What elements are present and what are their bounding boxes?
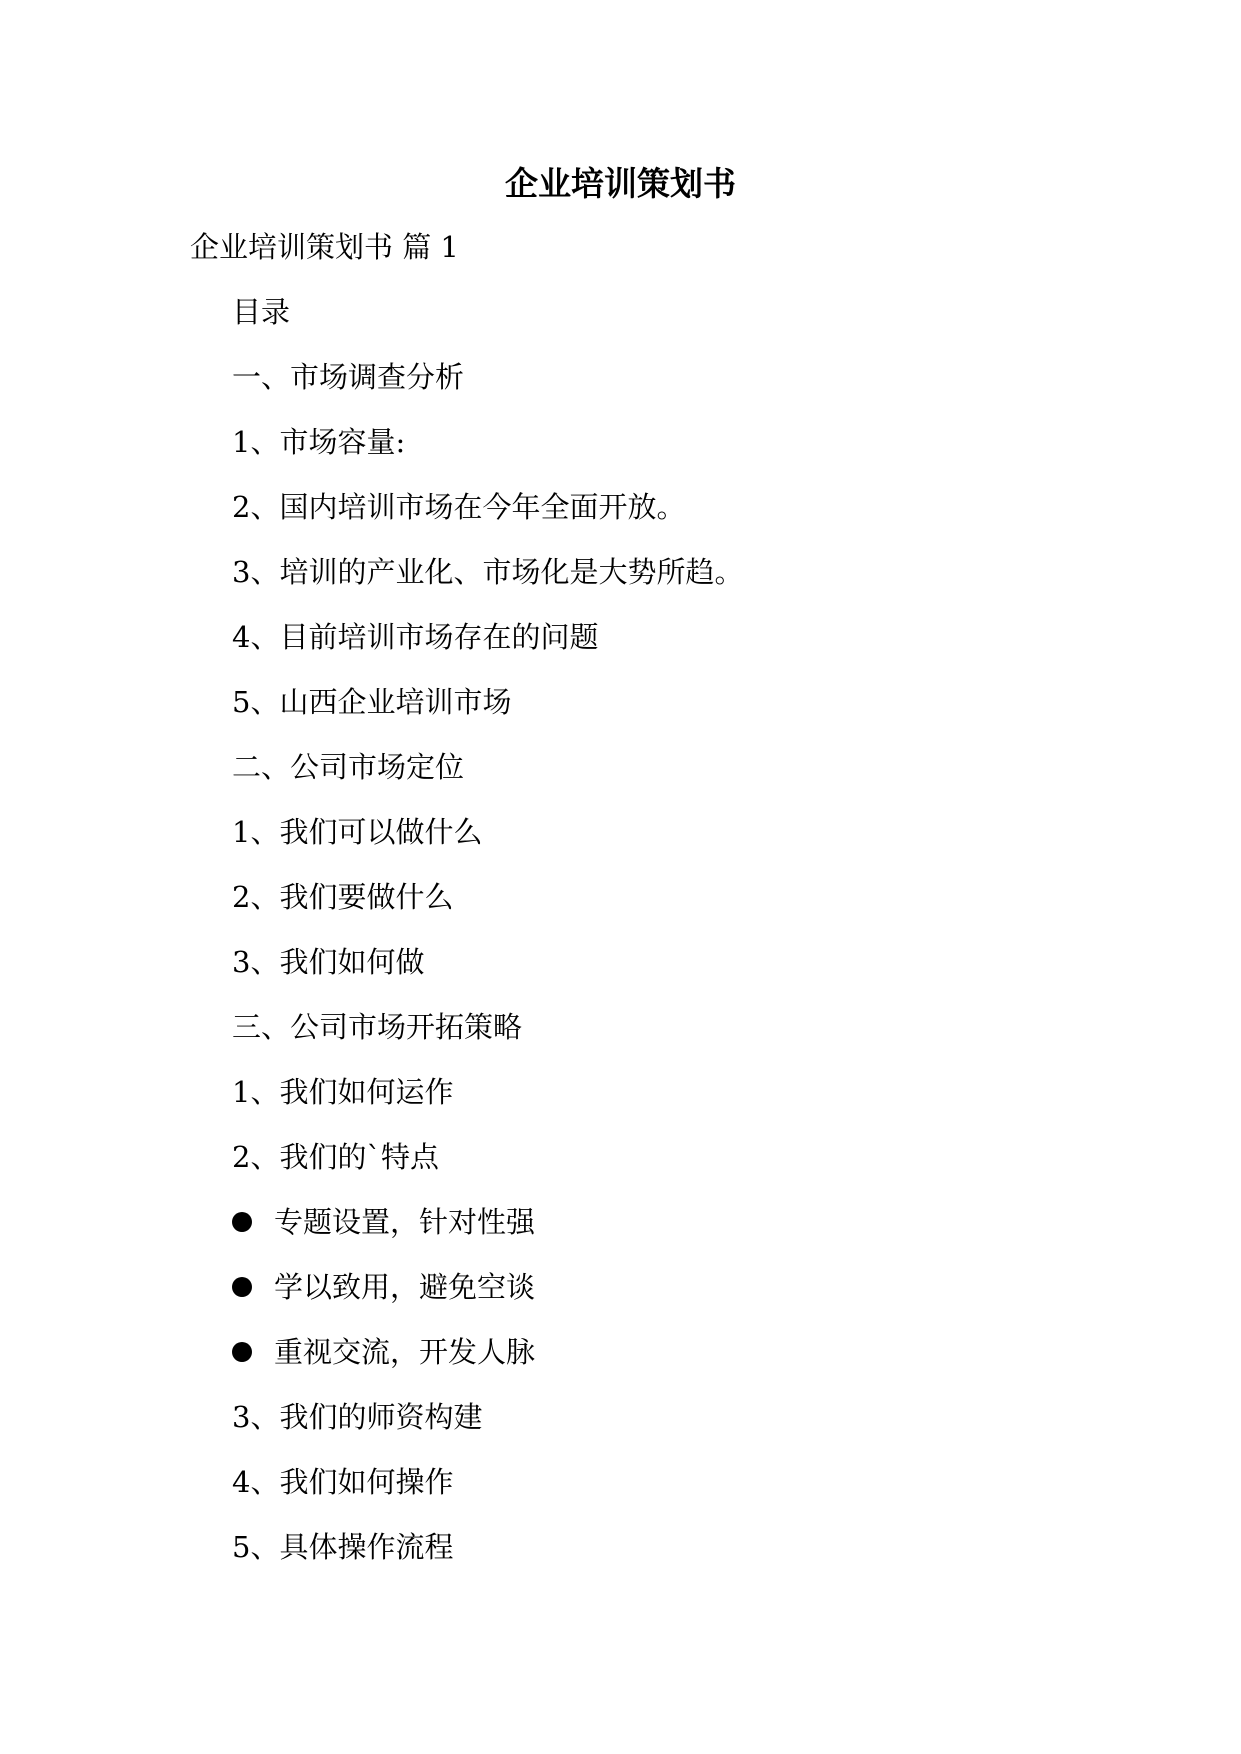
toc-item	[232, 1527, 743, 1592]
toc-item-text: 1、市场容量:	[232, 425, 406, 459]
toc-item	[232, 747, 743, 812]
toc-bullet-item	[232, 1202, 743, 1267]
toc-item-text: 2、我们要做什么	[232, 880, 454, 914]
toc-item	[232, 812, 743, 877]
toc-item-text: 3、我们的师资构建	[232, 1400, 483, 1434]
toc-item-text: 5、山西企业培训市场	[232, 685, 512, 719]
toc-item-text: 2、国内培训市场在今年全面开放。	[232, 490, 686, 524]
toc-item	[232, 552, 743, 617]
toc-item	[232, 942, 743, 1007]
toc-item-text: 学以致用，避免空谈	[274, 1270, 536, 1304]
toc-heading	[232, 292, 743, 357]
toc-item	[232, 1397, 743, 1462]
toc-item-text: 专题设置，针对性强	[274, 1205, 536, 1239]
toc-item	[232, 1007, 743, 1072]
toc-item-text: 一、市场调查分析	[232, 360, 465, 394]
table-of-contents	[232, 292, 743, 1592]
toc-item	[232, 422, 743, 487]
toc-bullet-item	[232, 1267, 743, 1332]
toc-item-text: 3、培训的产业化、市场化是大势所趋。	[232, 555, 744, 589]
document-subtitle: 企业培训策划书 篇 1	[190, 230, 459, 264]
toc-item-text: 二、公司市场定位	[232, 750, 465, 784]
document-title: 企业培训策划书	[505, 164, 736, 203]
toc-item	[232, 617, 743, 682]
bullet-dot-icon	[232, 1277, 252, 1297]
toc-item	[232, 682, 743, 747]
toc-bullet-item	[232, 1332, 743, 1397]
toc-item-text: 1、我们可以做什么	[232, 815, 483, 849]
toc-item-text: 三、公司市场开拓策略	[232, 1010, 523, 1044]
bullet-dot-icon	[232, 1212, 252, 1232]
toc-item	[232, 1072, 743, 1137]
toc-item-text: 1、我们如何运作	[232, 1075, 454, 1109]
toc-item	[232, 1462, 743, 1527]
toc-item-text: 3、我们如何做	[232, 945, 425, 979]
toc-item-text: 4、目前培训市场存在的问题	[232, 620, 599, 654]
toc-item	[232, 1137, 743, 1202]
toc-item-text: 重视交流，开发人脉	[274, 1335, 536, 1369]
toc-item-text: 2、我们的`特点	[232, 1140, 439, 1174]
toc-item	[232, 487, 743, 552]
toc-item-text: 4、我们如何操作	[232, 1465, 454, 1499]
bullet-dot-icon	[232, 1342, 252, 1362]
toc-item	[232, 877, 743, 942]
toc-heading-text: 目录	[232, 295, 291, 329]
toc-item	[232, 357, 743, 422]
toc-item-text: 5、具体操作流程	[232, 1530, 454, 1564]
